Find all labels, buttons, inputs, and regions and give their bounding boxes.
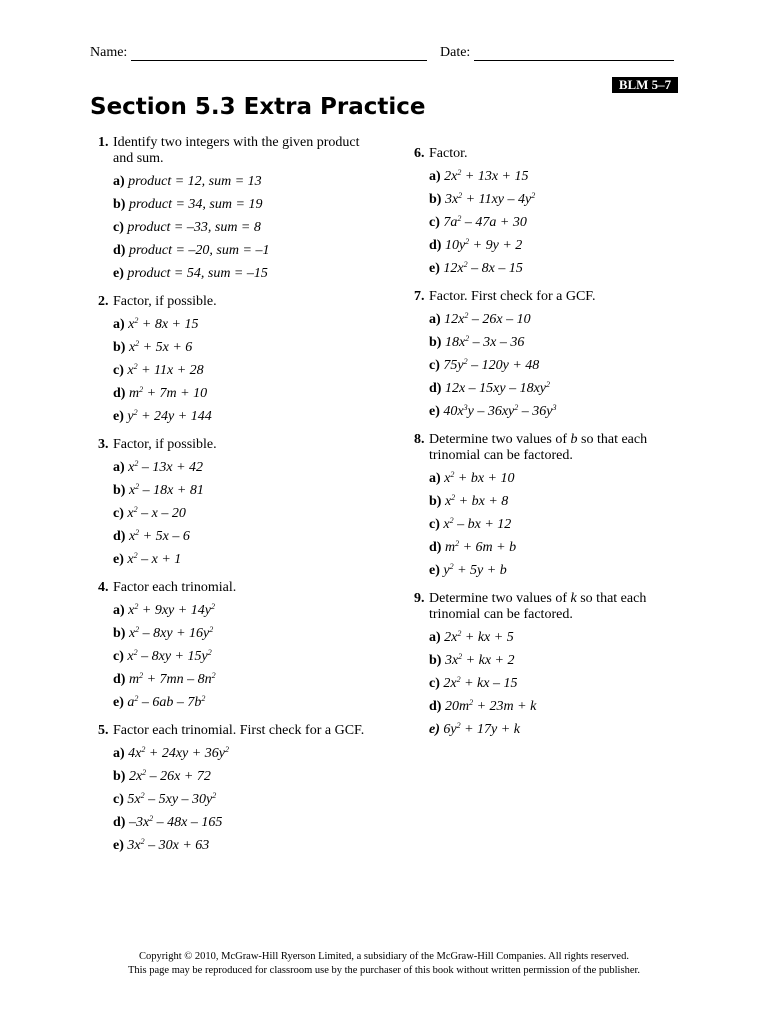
question-number: 5.	[98, 723, 109, 738]
part-expression: $x^2 - 8xy + 15y^2$	[127, 648, 212, 664]
question-text: Factor, if possible.	[113, 294, 217, 309]
part-label: e)	[429, 563, 440, 578]
part-label: e)	[429, 404, 440, 419]
question-number: 2.	[98, 294, 109, 309]
part-label: b)	[113, 197, 126, 212]
part-label: d)	[429, 381, 442, 396]
part-label: d)	[429, 699, 442, 714]
part-expression: $2x^2 - 26x + 72$	[128, 768, 211, 784]
part-expression: $m^2 + 6m + b$	[444, 539, 517, 555]
question-part	[113, 668, 368, 691]
part-expression: $7a^2 - 47a + 30$	[443, 214, 527, 230]
question-part	[429, 211, 694, 234]
question-text: Determine two values of k so that each trinomial can be factored.	[429, 591, 647, 622]
question-part	[429, 165, 694, 188]
name-field[interactable]	[90, 45, 427, 61]
part-expression: product = 12, sum = 13	[128, 174, 262, 189]
part-expression: $12x^2 - 8x - 15$	[443, 260, 523, 276]
question-part	[113, 834, 368, 857]
part-expression: product = 54, sum = –15	[127, 266, 268, 281]
part-label: a)	[113, 317, 125, 332]
left-column	[98, 135, 368, 866]
question-3	[98, 437, 368, 571]
question-text: Determine two values of b so that each trinomial can be factored.	[429, 432, 648, 463]
part-expression: $x^2 - 8xy + 16y^2$	[128, 625, 214, 641]
part-expression: $3x^2 - 30x + 63$	[127, 837, 210, 853]
part-label: a)	[429, 312, 441, 327]
part-expression: $4x^2 + 24xy + 36y^2$	[128, 745, 229, 761]
part-label: a)	[429, 630, 441, 645]
question-part	[113, 622, 368, 645]
part-expression: $x^2 - 13x + 42$	[128, 459, 204, 475]
part-expression: $x^2 + 5x + 6$	[128, 339, 193, 355]
part-expression: $x^2$ – bx + 12	[443, 516, 512, 532]
date-blank-line[interactable]	[474, 46, 674, 61]
copyright-footer	[0, 950, 768, 978]
question-part	[429, 331, 694, 354]
question-part	[113, 313, 368, 336]
question-part	[113, 193, 368, 216]
part-expression: $2x^2$ + kx – 15	[443, 675, 518, 691]
reproduction-notice: This page may be reproduced for classroom use by the purchaser of this book without written permission of the publisher.	[127, 965, 641, 976]
question-part	[429, 377, 694, 400]
question-part	[113, 359, 368, 382]
part-label: e)	[113, 409, 124, 424]
date-field[interactable]	[440, 45, 674, 61]
question-part	[429, 559, 694, 582]
question-text: Factor.	[429, 146, 468, 161]
part-expression: $x^2 + 9xy + 14y^2$	[128, 602, 215, 618]
part-label: b)	[113, 626, 126, 641]
part-expression: $x^2 + 8x + 15$	[128, 316, 199, 332]
part-label: d)	[113, 672, 126, 687]
part-label: c)	[113, 792, 124, 807]
part-label: b)	[113, 340, 126, 355]
part-expression: $2x^2$ + kx + 5	[444, 629, 514, 645]
part-expression: $x^2$ – x – 20	[127, 505, 186, 521]
part-label: d)	[113, 386, 126, 401]
question-part	[113, 788, 368, 811]
question-2	[98, 294, 368, 428]
question-number: 8.	[414, 432, 425, 447]
question-text: Factor, if possible.	[113, 437, 217, 452]
question-part	[113, 525, 368, 548]
part-expression: product = –20, sum = –1	[128, 243, 270, 258]
question-parts	[429, 165, 694, 280]
question-part	[429, 234, 694, 257]
part-label: c)	[113, 506, 124, 521]
part-label: b)	[429, 192, 442, 207]
question-part	[113, 262, 368, 285]
part-label: b)	[113, 483, 126, 498]
question-number: 1.	[98, 135, 109, 150]
part-expression: product = 34, sum = 19	[128, 197, 263, 212]
part-label: b)	[429, 494, 442, 509]
part-label: d)	[429, 238, 442, 253]
part-expression: $40x^3y - 36xy^2 - 36y^3$	[443, 403, 557, 419]
part-label: c)	[429, 215, 440, 230]
question-parts	[113, 313, 368, 428]
part-label: d)	[113, 529, 126, 544]
part-expression: $6y^2 + 17y + k$	[443, 721, 520, 737]
part-expression: $3x^2 + 11xy - 4y^2$	[444, 191, 536, 207]
question-part	[113, 456, 368, 479]
part-label: d)	[113, 243, 126, 258]
part-expression: $12x^2 - 26x - 10$	[444, 311, 531, 327]
question-parts	[429, 467, 694, 582]
part-label: e)	[113, 838, 124, 853]
question-part	[429, 490, 694, 513]
question-part	[113, 548, 368, 571]
question-part	[429, 354, 694, 377]
part-label: d)	[429, 540, 442, 555]
part-label: a)	[113, 603, 125, 618]
part-expression: $a^2 - 6ab - 7b^2$	[127, 694, 206, 710]
part-label: a)	[429, 471, 441, 486]
part-label: b)	[429, 335, 442, 350]
part-expression: product = –33, sum = 8	[127, 220, 261, 235]
question-part	[113, 645, 368, 668]
part-label: e)	[113, 695, 124, 710]
question-number: 3.	[98, 437, 109, 452]
question-part	[113, 239, 368, 262]
question-text: Factor. First check for a GCF.	[429, 289, 596, 304]
question-number: 9.	[414, 591, 425, 606]
part-label: c)	[113, 649, 124, 664]
question-parts	[113, 170, 368, 285]
question-number: 4.	[98, 580, 109, 595]
question-text: Identify two integers with the given product and sum.	[113, 135, 360, 166]
part-expression: $10y^2 + 9y + 2$	[444, 237, 523, 253]
part-expression: $5x^2 - 5xy - 30y^2$	[127, 791, 217, 807]
question-text: Factor each trinomial.	[113, 580, 237, 595]
question-part	[429, 513, 694, 536]
name-blank-line[interactable]	[131, 46, 427, 61]
part-label: e)	[429, 261, 440, 276]
part-label: a)	[113, 174, 125, 189]
part-expression: $-3x^2 - 48x - 165$	[128, 814, 223, 830]
part-label: c)	[429, 676, 440, 691]
question-parts	[429, 626, 694, 741]
part-expression: $m^2 + 7m + 10$	[128, 385, 208, 401]
question-5	[98, 723, 368, 857]
date-label: Date:	[440, 45, 471, 60]
question-part	[429, 695, 694, 718]
part-label: e)	[429, 722, 440, 737]
question-parts	[113, 599, 368, 714]
question-9	[414, 591, 694, 741]
copyright-line: Copyright © 2010, McGraw-Hill Ryerson Limited, a subsidiary of the McGraw-Hill Companies. All rights reserved.	[139, 951, 629, 962]
question-6	[414, 146, 694, 280]
part-label: a)	[113, 746, 125, 761]
part-expression: $2x^2 + 13x + 15$	[444, 168, 529, 184]
question-part	[429, 257, 694, 280]
question-4	[98, 580, 368, 714]
part-label: b)	[113, 769, 126, 784]
question-part	[113, 216, 368, 239]
question-part	[429, 626, 694, 649]
question-parts	[113, 742, 368, 857]
part-expression: $x^2 - 18x + 81$	[128, 482, 204, 498]
part-expression: $x^2 + 11x + 28$	[127, 362, 204, 378]
question-number: 7.	[414, 289, 425, 304]
part-expression: $20m^2 + 23m + k$	[444, 698, 537, 714]
question-part	[429, 400, 694, 423]
part-expression: $m^2 + 7mn - 8n^2$	[128, 671, 216, 687]
page-title: Section 5.3 Extra Practice	[90, 94, 426, 120]
question-part	[113, 811, 368, 834]
blm-badge: BLM 5–7	[612, 77, 678, 93]
question-part	[113, 765, 368, 788]
part-expression: $12x - 15xy - 18xy^2$	[444, 380, 551, 396]
question-part	[113, 479, 368, 502]
part-expression: $y^2 + 24y + 144$	[127, 408, 212, 424]
question-number: 6.	[414, 146, 425, 161]
question-8	[414, 432, 694, 582]
question-1	[98, 135, 368, 285]
part-expression: $y^2 + 5y + b$	[443, 562, 507, 578]
part-label: a)	[429, 169, 441, 184]
right-column	[414, 146, 694, 750]
question-part	[113, 742, 368, 765]
question-part	[113, 382, 368, 405]
question-part	[113, 691, 368, 714]
question-7	[414, 289, 694, 423]
part-expression: $x^2 - x + 1$	[127, 551, 182, 567]
part-expression: $x^2$ + bx + 8	[444, 493, 509, 509]
part-label: c)	[429, 517, 440, 532]
part-label: b)	[429, 653, 442, 668]
part-expression: $75y^2 - 120y + 48$	[443, 357, 540, 373]
question-part	[429, 308, 694, 331]
question-part	[113, 170, 368, 193]
part-label: e)	[113, 266, 124, 281]
question-part	[429, 188, 694, 211]
question-parts	[113, 456, 368, 571]
part-expression: $x^2$ + bx + 10	[444, 470, 515, 486]
question-part	[429, 649, 694, 672]
part-label: e)	[113, 552, 124, 567]
name-label: Name:	[90, 45, 128, 60]
question-parts	[429, 308, 694, 423]
question-text: Factor each trinomial. First check for a GCF.	[113, 723, 365, 738]
part-expression: $3x^2$ + kx + 2	[444, 652, 515, 668]
question-part	[429, 672, 694, 695]
part-label: c)	[113, 220, 124, 235]
part-label: c)	[113, 363, 124, 378]
question-part	[113, 336, 368, 359]
question-part	[429, 467, 694, 490]
part-label: d)	[113, 815, 126, 830]
question-part	[113, 599, 368, 622]
part-label: c)	[429, 358, 440, 373]
question-part	[429, 718, 694, 741]
part-expression: $18x^2 - 3x - 36$	[444, 334, 525, 350]
question-part	[113, 502, 368, 525]
question-part	[429, 536, 694, 559]
part-expression: $x^2 + 5x - 6$	[128, 528, 190, 544]
question-part	[113, 405, 368, 428]
part-label: a)	[113, 460, 125, 475]
